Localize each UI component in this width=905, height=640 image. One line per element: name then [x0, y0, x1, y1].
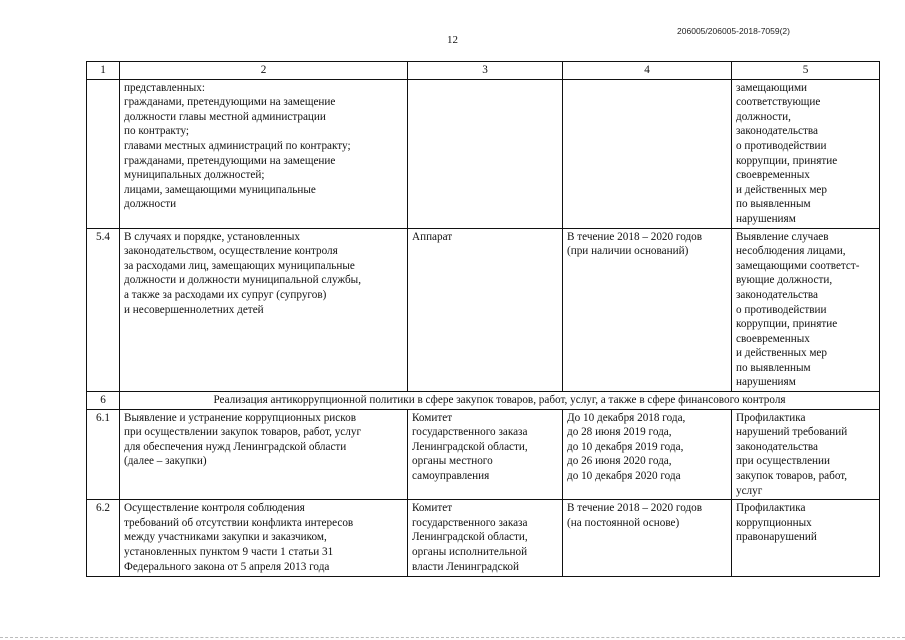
cell-text-line: о противодействии — [736, 303, 827, 316]
result-cell — [732, 228, 880, 392]
table-row — [87, 500, 880, 577]
row-number: 6.1 — [87, 409, 120, 500]
cell-text-line: Комитет — [412, 502, 453, 515]
cell-text-line: требований об отсутствии конфликта интересов — [124, 516, 354, 529]
section-number: 6 — [87, 392, 120, 410]
column-number: 1 — [87, 62, 120, 80]
cell-text-line: замещающими — [736, 81, 808, 94]
table-row — [87, 228, 880, 392]
cell-text-line: при осуществлении — [736, 455, 831, 468]
cell-text-line: должности главы местной администрации — [124, 110, 326, 123]
cell-text-line: своевременных — [736, 332, 810, 345]
section-title: Реализация антикоррупционной политики в сфере закупок товаров, работ, услуг, а также в сфере финансового контроля — [120, 392, 880, 410]
cell-text-line: а также за расходами их супруг (супругов) — [124, 288, 327, 301]
cell-text-line: по выявленным — [736, 361, 811, 374]
row-number — [87, 79, 120, 228]
cell-text-line: самоуправления — [412, 470, 490, 483]
column-number: 2 — [120, 62, 408, 80]
document-id: 206005/206005-2018-7059(2) — [677, 26, 790, 36]
cell-text-line: представленных: — [124, 81, 205, 94]
cell-text-line: и несовершеннолетних детей — [124, 303, 264, 316]
cell-text-line: Осуществление контроля соблюдения — [124, 502, 305, 515]
cell-text-line: до 28 июня 2019 года, — [567, 426, 672, 439]
cell-text-line: законодательства — [736, 125, 818, 138]
cell-text-line: и действенных мер — [736, 183, 827, 196]
plan-table — [86, 61, 880, 577]
cell-text-line: государственного заказа — [412, 426, 528, 439]
cell-text-line: гражданами, претендующими на замещение — [124, 96, 336, 109]
cell-text-line: между участниками закупки и заказчиком, — [124, 531, 327, 544]
cell-text-line: закупок товаров, работ, — [736, 470, 848, 483]
column-number: 4 — [563, 62, 732, 80]
cell-text-line: законодательством, осуществление контроля — [124, 245, 338, 258]
measure-cell — [120, 79, 408, 228]
scan-edge-divider — [0, 637, 905, 639]
cell-text-line: муниципальных должностей; — [124, 169, 265, 182]
cell-text-line: Выявление случаев — [736, 230, 829, 243]
cell-text-line: должности — [124, 198, 177, 211]
cell-text-line: за расходами лиц, замещающих муниципальные — [124, 259, 355, 272]
cell-text-line: гражданами, претендующими на замещение — [124, 154, 336, 167]
cell-text-line: коррупции, принятие — [736, 318, 838, 331]
cell-text-line: коррупции, принятие — [736, 154, 838, 167]
cell-text-line: при осуществлении закупок товаров, работ, услуг — [124, 426, 362, 439]
cell-text-line: нарушениям — [736, 212, 796, 225]
result-cell — [732, 409, 880, 500]
cell-text-line: Ленинградской области, — [412, 531, 528, 544]
cell-text-line: (на постоянной основе) — [567, 516, 680, 529]
cell-text-line: для обеспечения нужд Ленинградской области — [124, 440, 347, 453]
measure-cell — [120, 409, 408, 500]
cell-text-line: нарушений требований — [736, 426, 848, 439]
cell-text-line: несоблюдения лицами, — [736, 245, 846, 258]
cell-text-line: и действенных мер — [736, 347, 827, 360]
cell-text-line: до 10 декабря 2019 года, — [567, 440, 684, 453]
cell-text-line: органы местного — [412, 455, 493, 468]
section-row — [87, 392, 880, 410]
cell-text-line: замещающими соответст- — [736, 259, 860, 272]
cell-text-line: вующие должности, — [736, 274, 833, 287]
cell-text-line: Аппарат — [412, 230, 453, 243]
table-row — [87, 79, 880, 228]
cell-text-line: до 26 июня 2020 года, — [567, 455, 672, 468]
cell-text-line: законодательства — [736, 440, 818, 453]
measure-cell — [120, 228, 408, 392]
cell-text-line: установленных пунктом 9 части 1 статьи 31 — [124, 546, 334, 558]
row-number: 5.4 — [87, 228, 120, 392]
executor-cell — [408, 409, 563, 500]
column-numbers-row — [87, 62, 880, 80]
cell-text-line: нарушениям — [736, 376, 796, 389]
cell-text-line: В течение 2018 – 2020 годов — [567, 502, 703, 515]
cell-text-line: до 10 декабря 2020 года — [567, 470, 681, 483]
column-number: 5 — [732, 62, 880, 80]
cell-text-line: До 10 декабря 2018 года, — [567, 411, 686, 424]
cell-text-line: по контракту; — [124, 125, 189, 138]
cell-text-line: своевременных — [736, 169, 810, 182]
cell-text-line: Выявление и устранение коррупционных рисков — [124, 411, 356, 424]
deadline-cell — [563, 500, 732, 577]
result-cell — [732, 79, 880, 228]
column-number: 3 — [408, 62, 563, 80]
executor-cell — [408, 79, 563, 228]
cell-text-line: Профилактика — [736, 502, 806, 515]
deadline-cell — [563, 409, 732, 500]
measure-cell — [120, 500, 408, 577]
cell-text-line: соответствующие — [736, 96, 821, 109]
deadline-cell — [563, 228, 732, 392]
cell-text-line: о противодействии — [736, 139, 827, 152]
cell-text-line: коррупционных — [736, 516, 812, 529]
cell-text-line: Ленинградской области, — [412, 440, 528, 453]
cell-text-line: по выявленным — [736, 198, 811, 211]
executor-cell — [408, 228, 563, 392]
table-row — [87, 409, 880, 500]
page-number: 12 — [447, 34, 458, 46]
cell-text-line: законодательства — [736, 288, 818, 301]
cell-text-line: правонарушений — [736, 531, 817, 544]
cell-text-line: Комитет — [412, 411, 453, 424]
executor-cell — [408, 500, 563, 577]
cell-text-line: государственного заказа — [412, 516, 528, 529]
cell-text-line: услуг — [736, 484, 763, 497]
cell-text-line: главами местных администраций по контракту; — [124, 139, 351, 152]
deadline-cell — [563, 79, 732, 228]
cell-text-line: Федерального закона от 5 апреля 2013 года — [124, 560, 330, 573]
cell-text-line: лицами, замещающими муниципальные — [124, 183, 316, 196]
cell-text-line: органы исполнительной — [412, 546, 528, 558]
cell-text-line: Профилактика — [736, 411, 806, 424]
cell-text-line: В течение 2018 – 2020 годов — [567, 230, 703, 243]
cell-text-line: (при наличии оснований) — [567, 245, 689, 258]
cell-text-line: (далее – закупки) — [124, 455, 207, 468]
result-cell — [732, 500, 880, 577]
cell-text-line: власти Ленинградской — [412, 560, 520, 573]
cell-text-line: должности, — [736, 110, 791, 123]
cell-text-line: В случаях и порядке, установленных — [124, 230, 300, 243]
cell-text-line: должности и должности муниципальной службы, — [124, 274, 361, 287]
row-number: 6.2 — [87, 500, 120, 577]
